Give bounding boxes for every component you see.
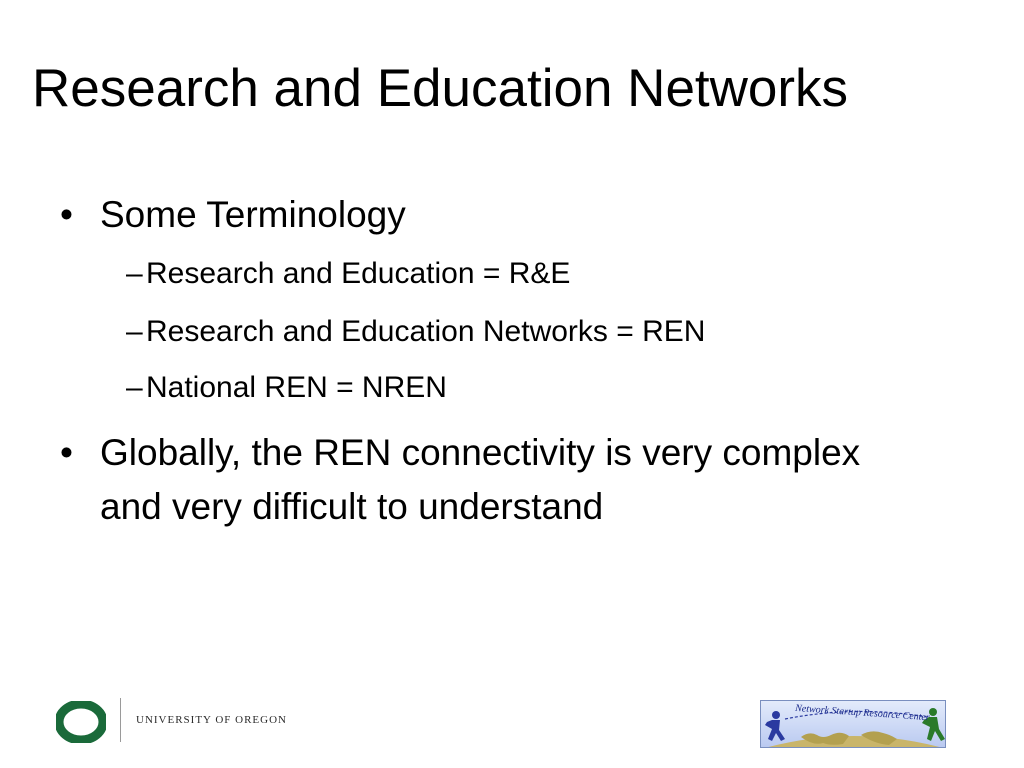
university-of-oregon-logo <box>56 696 296 746</box>
oregon-o-icon <box>56 701 106 743</box>
sub-bullet-text: Research and Education = R&E <box>146 257 571 290</box>
university-name: UNIVERSITY OF OREGON <box>136 714 287 726</box>
dash-marker: – <box>126 371 143 404</box>
bullet-text: Globally, the REN connectivity is very complex and very difficult to understand <box>100 432 861 527</box>
bullet-marker: • <box>60 432 73 473</box>
slide-title: Research and Education Networks <box>32 59 849 118</box>
nsrc-logo-icon <box>761 701 946 748</box>
logo-divider <box>120 698 121 742</box>
bullet-marker: • <box>60 194 73 235</box>
sub-bullet-text: National REN = NREN <box>146 371 447 404</box>
dash-marker: – <box>126 257 143 290</box>
dash-marker: – <box>126 315 143 348</box>
bullet-text: Some Terminology <box>100 194 406 235</box>
nsrc-logo <box>760 700 946 748</box>
nsrc-logo-text: Network Startup Resource Center <box>794 702 931 724</box>
sub-bullet-text: Research and Education Networks = REN <box>146 315 706 348</box>
